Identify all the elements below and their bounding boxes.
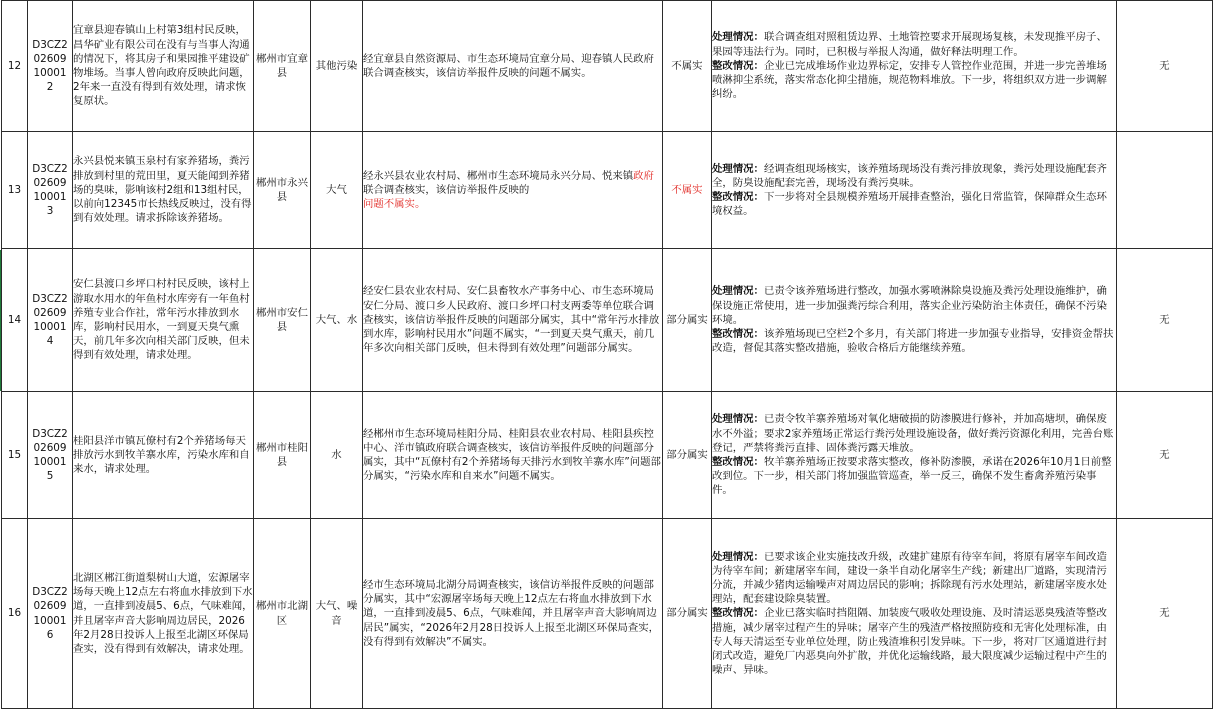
investigation-result: 经宜章县自然资源局、市生态环境局宜章分局、迎春镇人民政府联合调查核实，该信访举报件反映的问题不属实。 <box>363 1 663 132</box>
administrative-area: 郴州市北湖区 <box>254 519 311 709</box>
rectify-text: 下一步将对全县规模养殖场开展排查整治，强化日常监管，保障群众生态环境权益。 <box>712 191 1107 218</box>
case-code: D3CZ2 02609 10001 2 <box>28 1 73 132</box>
rectify-label: 整改情况： <box>712 59 764 72</box>
table-row <box>2 132 1213 249</box>
case-code: D3CZ2 02609 10001 3 <box>28 132 73 249</box>
row-number: 12 <box>2 1 28 132</box>
handling-label: 处理情况： <box>712 162 764 175</box>
administrative-area: 郴州市宜章县 <box>254 1 311 132</box>
table-row <box>2 392 1213 519</box>
rectify-text: 企业已落实临时挡阻隔、加装废气吸收处理设施、及时清运恶臭残渣等整改措施，减少屠宰过程产生的异味；屠宰产生的残渣严格按照防疫和无害化处理标准，由专人每天清运至专业单位处理，防止残渣堆积引发异味。下一步，将对厂区通道进行封闭式改造，避免厂内恶臭向外扩散，并优化运输线路，最大限度减少运输过程中产生的噪声、异味。 <box>712 607 1107 677</box>
investigation-result: 经永兴县农业农村局、郴州市生态环境局永兴分局、悦来镇政府联合调查核实，该信访举报件反映的 问题不属实。 <box>363 132 663 249</box>
accountability <box>1117 132 1213 249</box>
administrative-area: 郴州市桂阳县 <box>254 392 311 519</box>
verdict: 不属实 <box>663 132 712 249</box>
complaint-description: 永兴县悦来镇玉泉村有家养猪场，粪污排放到村里的荒田里，夏天能闻到养猪场的臭味，影响该村2组和13组村民，以前向12345市长热线反映过，没有得到有效处理。请求拆除该养猪场。 <box>73 132 254 249</box>
complaint-table <box>1 0 1213 709</box>
rectify-label: 整改情况： <box>712 191 764 203</box>
case-code: D3CZ2 02609 10001 5 <box>28 392 73 519</box>
pollution-type: 大气、噪音 <box>311 519 363 709</box>
row-number: 13 <box>2 132 28 249</box>
handling-text: 联合调查组对照租赁边界、土地管控要求开展现场复核，未发现推平房子、果园等违法行为。同时，已积极与举报人沟通，做好释法明理工作。 <box>712 31 1107 58</box>
handling-text: 已要求该企业实施技改升级，改建扩建原有待宰车间，将原有屠宰车间改造为待宰车间；新建屠宰车间，建设一条半自动化屠宰生产线；新建出厂道路，实现清污分流，并减少猪肉运输噪声对周边居民的影响；拆除现有污水处理站，新建屠宰废水处理站，配套建设除臭装置。 <box>712 550 1107 606</box>
handling-text: 经调查组现场核实，该养殖场现场没有粪污排放现象，粪污处理设施配套齐全，防臭设施配套完善，现场没有粪污臭味。 <box>712 162 1107 189</box>
accountability: 无 <box>1117 1 1213 132</box>
table-row <box>2 249 1213 392</box>
row-number: 16 <box>2 519 28 709</box>
table-row <box>2 1 1213 132</box>
investigation-result: 经市生态环境局北湖分局调查核实，该信访举报件反映的问题部分属实，其中“宏源屠宰场每天晚上12点左右将血水排放到下水道，一直排到凌晨5、6点，气味难闻，并且屠宰声音大影响周边居民”属实，“2026年2月28日投诉人上报至北湖区环保局查实，没有得到有效解决”不属实。 <box>363 519 663 709</box>
rectify-label: 整改情况： <box>712 328 764 341</box>
case-code: D3CZ2 02609 10001 6 <box>28 519 73 709</box>
administrative-area: 郴州市永兴县 <box>254 132 311 249</box>
handling-label: 处理情况： <box>712 285 764 298</box>
complaint-description: 桂阳县洋市镇瓦僚村有2个养猪场每天排放污水到牧羊寨水库，污染水库和自来水，请求处理。 <box>73 392 254 519</box>
handling-label: 处理情况： <box>712 413 764 426</box>
rectify-text: 企业已完成堆场作业边界标定，安排专人管控作业范围，并进一步完善堆场喷淋抑尘系统，落实常态化抑尘措施，规范物料堆放。下一步，将组织双方进一步调解纠纷。 <box>712 59 1107 101</box>
administrative-area: 郴州市安仁县 <box>254 249 311 392</box>
table-row <box>2 519 1213 709</box>
handling-and-rectification <box>712 249 1117 392</box>
row-number: 14 <box>2 249 28 392</box>
pollution-type: 大气 <box>311 132 363 249</box>
handling-label: 处理情况： <box>712 550 764 563</box>
handling-and-rectification <box>712 392 1117 519</box>
rectify-text: 牧羊寨养殖场正按要求落实整改，修补防渗膜，承诺在2026年10月1日前整改到位。下一步，相关部门将加强监管巡查，举一反三，确保不发生畜禽养殖污染事件。 <box>712 456 1112 497</box>
case-code: D3CZ2 02609 10001 4 <box>28 249 73 392</box>
pollution-type: 水 <box>311 392 363 519</box>
row-number: 15 <box>2 392 28 519</box>
verdict: 部分属实 <box>663 392 712 519</box>
handling-text: 已责令该养殖场进行整改，加强水雾喷淋除臭设施及粪污处理设施维护，确保设施正常使用，进一步加强粪污综合利用，落实企业污染防治主体责任，确保不污染环境。 <box>712 285 1107 326</box>
handling-text: 已责令牧羊寨养殖场对氧化塘破损的防渗膜进行修补，并加高塘坝，确保废水不外溢；要求2家养殖场正常运行粪污处理设施设备，做好粪污资源化利用，完善台账登记，严禁将粪污直排、固体粪污露天堆放。 <box>712 413 1114 454</box>
rectify-label: 整改情况： <box>712 607 764 620</box>
investigation-result: 经郴州市生态环境局桂阳分局、桂阳县农业农村局、桂阳县疾控中心、洋市镇政府联合调查核实，该信访举报件反映的问题部分属实，其中“瓦僚村有2个养猪场每天排污水到牧羊寨水库”问题部分属实，“污染水库和自来水”问题不属实。 <box>363 392 663 519</box>
accountability: 无 <box>1117 392 1213 519</box>
handling-and-rectification <box>712 519 1117 709</box>
pollution-type: 大气、水 <box>311 249 363 392</box>
accountability: 无 <box>1117 249 1213 392</box>
handling-label: 处理情况： <box>712 31 764 44</box>
rectify-text: 该养殖场现已空栏2个多月，有关部门将进一步加强专业指导，安排资金帮扶改造，督促其落实整改措施，验收合格后方能继续养殖。 <box>712 328 1114 355</box>
verdict: 部分属实 <box>663 249 712 392</box>
rectify-label: 整改情况： <box>712 456 764 468</box>
complaint-description: 安仁县渡口乡坪口村村民反映，该村上游取水用水的年鱼村水库旁有一年鱼村养殖专业合作社，常年污水排放到水库，影响村民用水，一到夏天臭气熏天，前几年多次向相关部门反映，但未得到有效处理，请求处理。 <box>73 249 254 392</box>
pollution-type: 其他污染 <box>311 1 363 132</box>
verdict: 不属实 <box>663 1 712 132</box>
complaint-description: 宜章县迎春镇山上村第3组村民反映，昌华矿业有限公司在没有与当事人沟通的情况下，将其房子和果园推平建设矿物堆场。当事人曾向政府反映此问题，2年来一直没有得到有效处理，请求恢复原状。 <box>73 1 254 132</box>
verdict: 部分属实 <box>663 519 712 709</box>
handling-and-rectification <box>712 1 1117 132</box>
handling-and-rectification <box>712 132 1117 249</box>
investigation-result: 经安仁县农业农村局、安仁县畜牧水产事务中心、市生态环境局安仁分局、渡口乡人民政府、渡口乡坪口村支两委等单位联合调查核实，该信访举报件反映的问题部分属实，其中“常年污水排放到水库，影响村民用水”问题不属实，“一到夏天臭气熏天，前几年多次向相关部门反映，但未得到有效处理”问题部分属实。 <box>363 249 663 392</box>
complaint-description: 北湖区郴江街道梨树山大道，宏源屠宰场每天晚上12点左右将血水排放到下水道，一直排到凌晨5、6点，气味难闻，并且屠宰声音大影响周边居民，2026年2月28日投诉人上报至北湖区环保局查实，没有得到有效解决，请求处理。 <box>73 519 254 709</box>
accountability: 无 <box>1117 519 1213 709</box>
